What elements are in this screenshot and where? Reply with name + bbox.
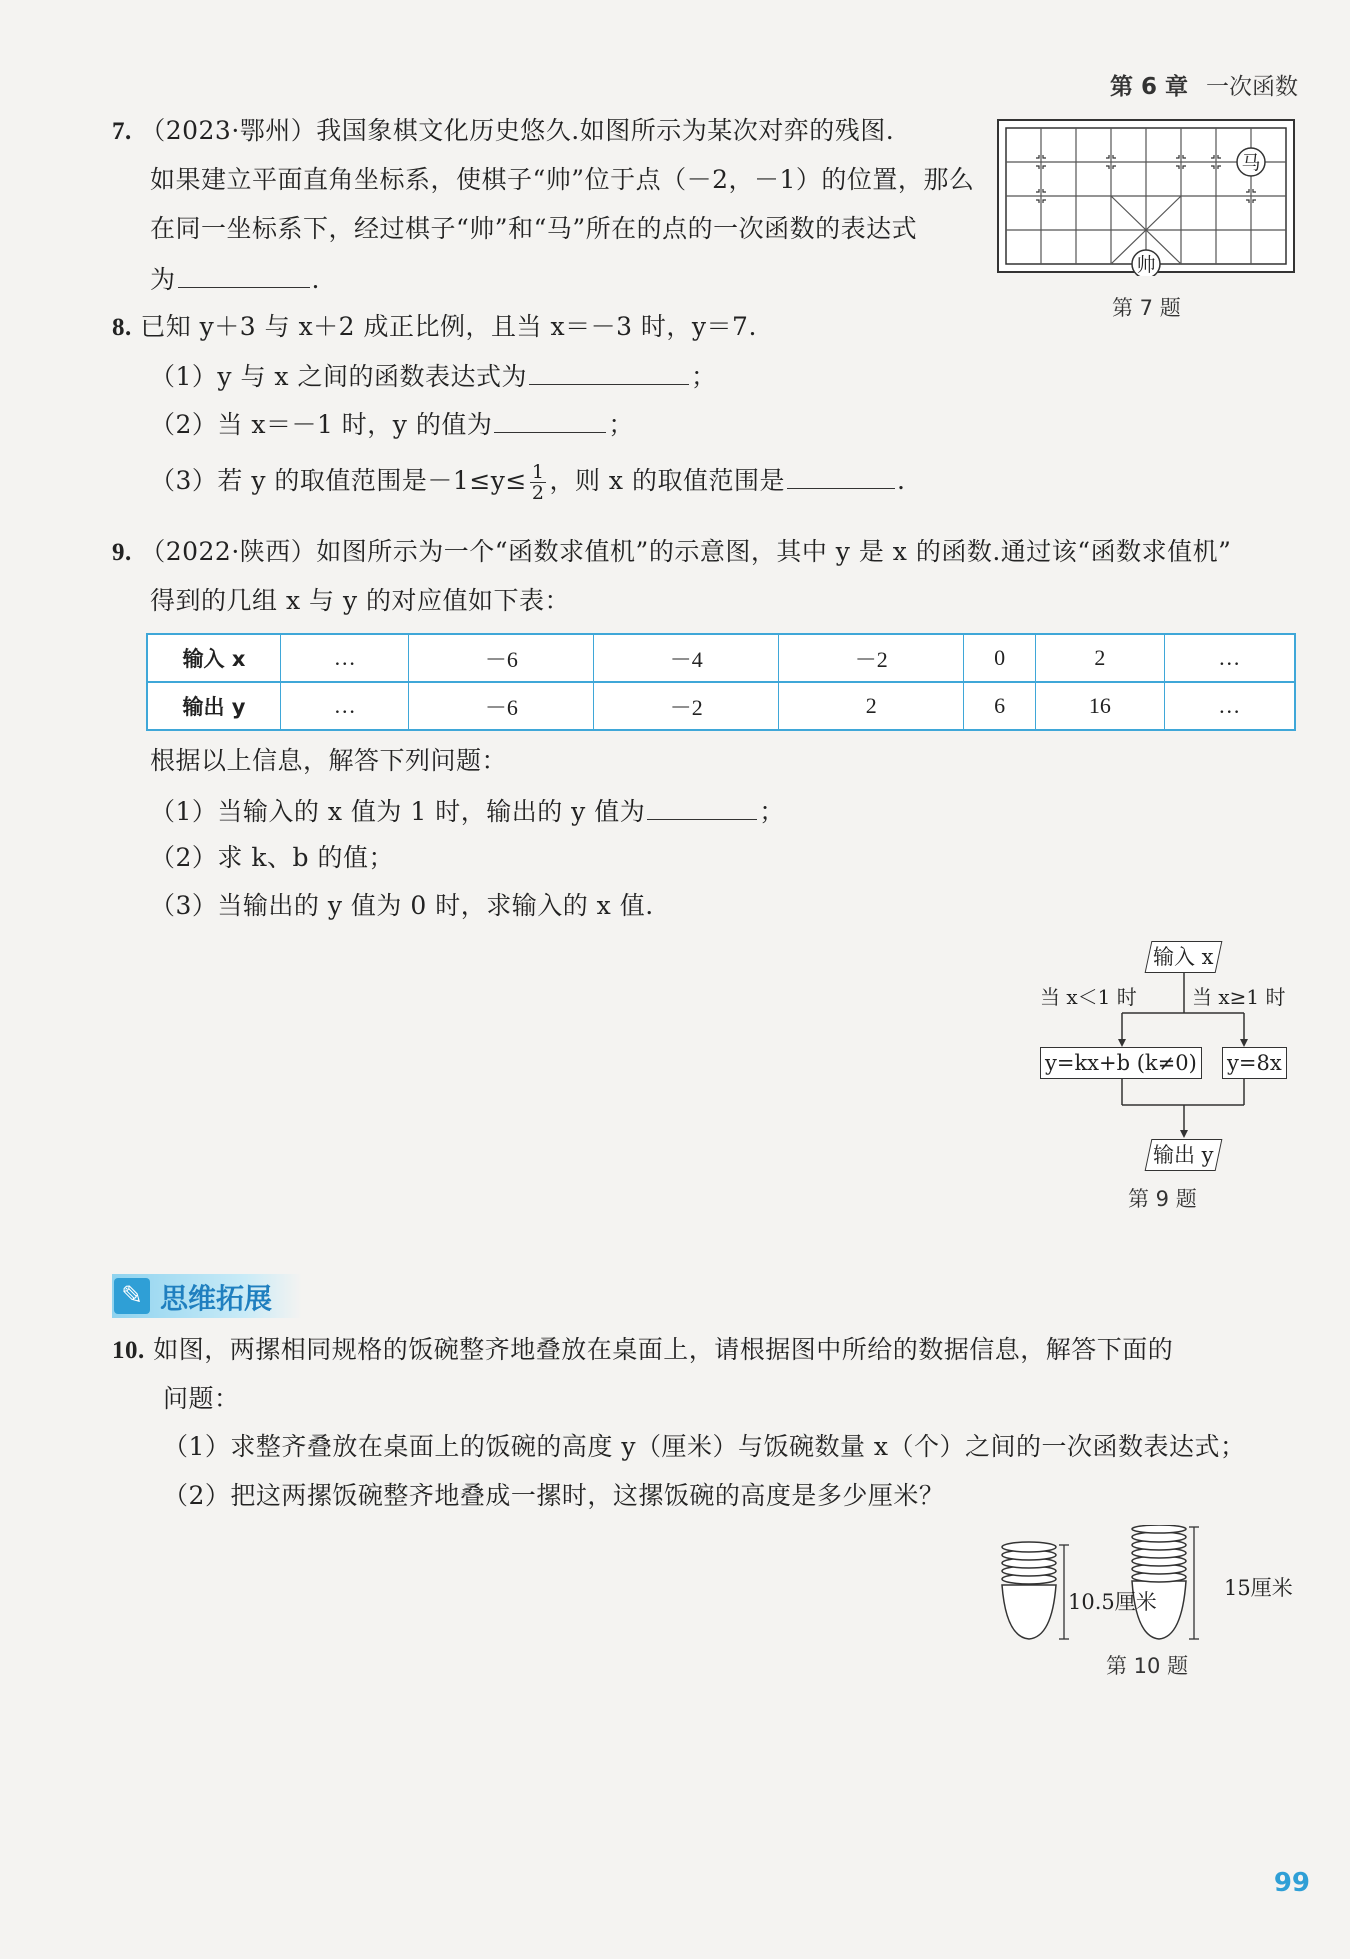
height-label-small: 10.5厘米 [1068, 1590, 1157, 1614]
q8-p3-blank[interactable] [787, 462, 895, 489]
bowl-stacks-figure [996, 1525, 1216, 1645]
flow-condition-left: 当 x＜1 时 [1040, 985, 1137, 1009]
q9-caption: 第 9 题 [1128, 1187, 1197, 1211]
q8-part-1: （1）y 与 x 之间的函数表达式为 ； [150, 358, 717, 394]
table-row: 输出 y … －6 －2 2 6 16 … [147, 682, 1295, 730]
q9-intro: 根据以上信息，解答下列问题： [150, 746, 508, 775]
q7-line-4: 为 . [150, 261, 320, 297]
function-machine-flowchart [1040, 935, 1300, 1225]
q9-line-2: 得到的几组 x 与 y 的对应值如下表： [150, 586, 571, 615]
bowl-stack-large [1132, 1525, 1186, 1639]
q9-number: 9. [112, 539, 132, 566]
page-number: 99 [1273, 1868, 1310, 1898]
flow-input-box: 输入 x [1145, 941, 1222, 973]
q8-part-2: （2）当 x＝－1 时，y 的值为 ； [150, 406, 634, 442]
q9-part-2: （2）求 k、b 的值； [150, 843, 394, 872]
q10-line-2: 问题： [163, 1384, 240, 1413]
pencil-note-icon: ✎ [114, 1278, 150, 1314]
flow-condition-right: 当 x≥1 时 [1192, 985, 1286, 1009]
flow-box-linear: y=kx+b (k≠0) [1040, 1047, 1202, 1079]
height-label-large: 15厘米 [1224, 1576, 1293, 1600]
q9-part-3: （3）当输出的 y 值为 0 时，求输入的 x 值. [150, 891, 654, 920]
q9-p1-blank[interactable] [647, 793, 757, 820]
q10-line-1: 10. 如图，两摞相同规格的饭碗整齐地叠放在桌面上，请根据图中所给的数据信息，解答下面的 [112, 1335, 1174, 1364]
section-title: 思维拓展 [160, 1282, 273, 1315]
flow-box-proportional: y=8x [1222, 1047, 1287, 1079]
chapter-number: 第 6 章 [1109, 74, 1188, 100]
q8-part-3: （3）若 y 的取值范围是－1≤y≤ $\frac{1}{2}$ ，则 x 的取值范围是 . [150, 461, 906, 504]
piece-shuai-label: 帅 [1136, 254, 1156, 276]
q10-part-1: （1）求整齐叠放在桌面上的饭碗的高度 y（厘米）与饭碗数量 x（个）之间的一次函数表达式； [163, 1432, 1246, 1461]
page-header [1110, 68, 1298, 101]
q8-p1-blank[interactable] [529, 358, 689, 385]
fraction-one-half: $\frac{1}{2}$ [531, 461, 545, 504]
q7-line-3: 在同一坐标系下，经过棋子“帅”和“马”所在的点的一次函数的表达式 [150, 214, 918, 243]
q7-caption: 第 7 题 [1112, 296, 1181, 320]
chess-board-figure [996, 118, 1296, 276]
flow-output-box: 输出 y [1145, 1139, 1222, 1171]
q10-part-2: （2）把这两摞饭碗整齐地叠成一摞时，这摞饭碗的高度是多少厘米？ [163, 1481, 945, 1510]
q10-number: 10. [112, 1337, 145, 1364]
q9-line-1: 9. （2022·陕西）如图所示为一个“函数求值机”的示意图，其中 y 是 x 的函数.通过该“函数求值机” [112, 537, 1232, 566]
piece-ma-label: 马 [1241, 152, 1261, 174]
io-table [146, 633, 1296, 731]
q8-stem: 8. 已知 y＋3 与 x＋2 成正比例，且当 x＝－3 时，y＝7. [112, 312, 757, 341]
q8-p2-blank[interactable] [494, 406, 606, 433]
q9-part-1: （1）当输入的 x 值为 1 时，输出的 y 值为 ； [150, 793, 785, 829]
bowl-stack-small [1002, 1542, 1056, 1639]
q7-number: 7. [112, 118, 132, 145]
q7-line-1: 7. （2023·鄂州）我国象棋文化历史悠久.如图所示为某次对弈的残图. [112, 116, 895, 145]
q7-line-2: 如果建立平面直角坐标系，使棋子“帅”位于点（－2，－1）的位置，那么 [150, 165, 975, 194]
q8-number: 8. [112, 314, 132, 341]
section-badge [112, 1274, 302, 1318]
table-row: 输入 x … －6 －4 －2 0 2 … [147, 634, 1295, 682]
q10-caption: 第 10 题 [1106, 1654, 1189, 1678]
q7-answer-blank[interactable] [178, 261, 310, 288]
chapter-title: 一次函数 [1206, 74, 1298, 100]
